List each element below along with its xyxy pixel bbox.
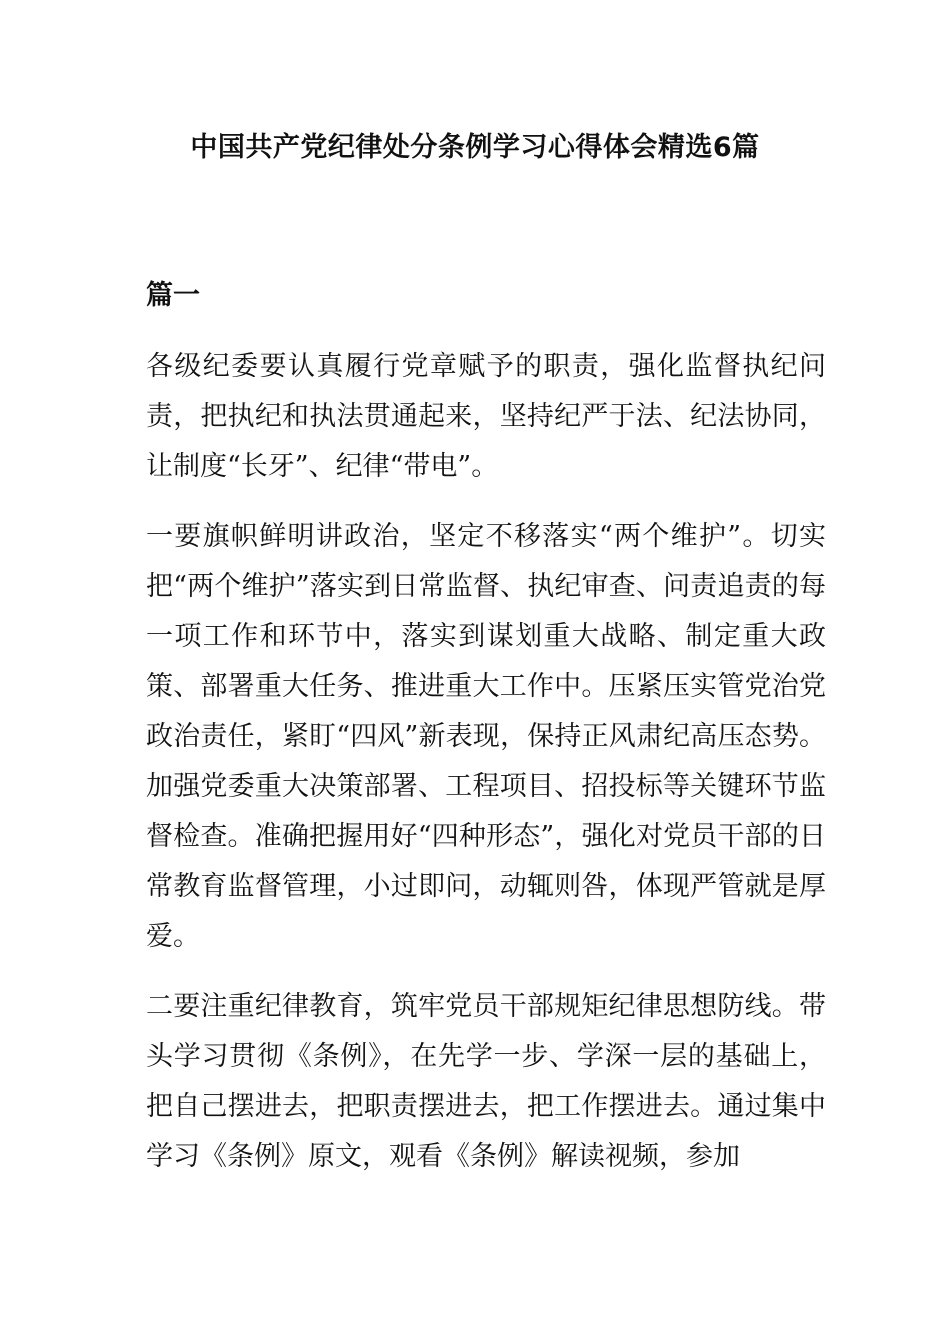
document-body — [146, 342, 826, 1202]
section-heading: 篇一 — [146, 280, 200, 311]
paragraph-point-one: 一要旗帜鲜明讲政治，坚定不移落实“两个维护”。切实把“两个维护”落实到日常监督、执纪审查、问责追责的每一项工作和环节中，落实到谋划重大战略、制定重大政策、部署重大任务、推进重大工作中。压紧压实管党治党政治责任，紧盯“四风”新表现，保持正风肃纪高压态势。加强党委重大决策部署、工程项目、招投标等关键环节监督检查。准确把握用好“四种形态”，强化对党员干部的日常教育监督管理，小过即问，动辄则咎，体现严管就是厚爱。 — [146, 521, 826, 952]
paragraph-point-two: 二要注重纪律教育，筑牢党员干部规矩纪律思想防线。带头学习贯彻《条例》，在先学一步、学深一层的基础上，把自己摆进去，把职责摆进去，把工作摆进去。通过集中学习《条例》原文，观看《条例》解读视频，参加 — [146, 991, 826, 1172]
paragraph-intro: 各级纪委要认真履行党章赋予的职责，强化监督执纪问责，把执纪和执法贯通起来，坚持纪严于法、纪法协同，让制度“长牙”、纪律“带电”。 — [146, 351, 826, 482]
document-title: 中国共产党纪律处分条例学习心得体会精选6篇 — [190, 132, 760, 163]
